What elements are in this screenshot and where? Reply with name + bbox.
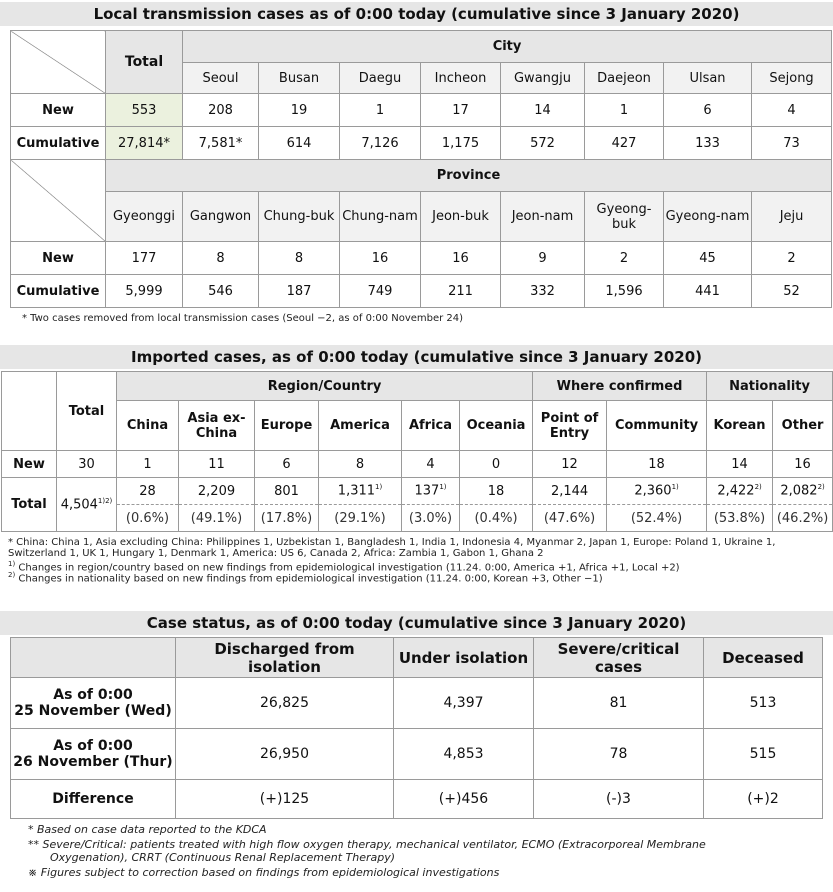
province-name-7: Gyeong-nam: [664, 192, 752, 242]
status-value-0-3: 513: [704, 678, 823, 729]
province-cum-1: 546: [183, 275, 259, 308]
local-footnote: * Two cases removed from local transmission cases (Seoul −2, as of 0:00 November 24): [22, 313, 464, 324]
region-header: Region/Country: [117, 372, 533, 401]
where-0: Point of Entry: [533, 401, 607, 451]
city-new-0: 208: [183, 94, 259, 127]
imported-total-total: $4,504^{1)2)}$: [57, 478, 117, 532]
status-value-1-3: 515: [704, 729, 823, 780]
imported-total-6: 2,144: [533, 478, 607, 505]
imported-total-header: Total: [57, 372, 117, 451]
imported-total-label: Total: [2, 478, 57, 532]
status-header-0: Discharged from isolation: [176, 638, 394, 678]
imported-footnote-2: $^{1)}$ Changes in region/country based on new findings from epidemiological investigation (11.24. 0:00, America +1, Africa +1, Local +2): [8, 560, 680, 574]
local-transmission-table: [10, 30, 832, 308]
imported-total-1: 2,209: [179, 478, 255, 505]
difference-value-2: (-)3: [534, 780, 704, 819]
region-5: Oceania: [460, 401, 533, 451]
province-name-3: Chung-nam: [340, 192, 421, 242]
imported-new-3: 8: [319, 451, 402, 478]
city-cum-6: 133: [664, 127, 752, 160]
imported-new-total: 30: [57, 451, 117, 478]
province-cum-2: 187: [259, 275, 340, 308]
imported-new-9: 16: [773, 451, 833, 478]
imported-total-2: 801: [255, 478, 319, 505]
difference-label: Difference: [11, 780, 176, 819]
local-title: Local transmission cases as of 0:00 today (cumulative since 3 January 2020): [0, 2, 833, 26]
region-2: Europe: [255, 401, 319, 451]
province-name-5: Jeon-nam: [501, 192, 585, 242]
city-name-0: Seoul: [183, 63, 259, 94]
province-cum-3: 749: [340, 275, 421, 308]
imported-pct-0: (0.6%): [117, 505, 179, 532]
city-cum-5: 427: [585, 127, 664, 160]
imported-title: Imported cases, as of 0:00 today (cumulative since 3 January 2020): [0, 345, 833, 369]
region-1: Asia ex-China: [179, 401, 255, 451]
province-new-8: 2: [752, 242, 832, 275]
province-name-0: Gyeonggi: [106, 192, 183, 242]
status-note-3: Oxygenation), CRRT (Continuous Renal Replacement Therapy): [50, 851, 396, 864]
imported-pct-3: (29.1%): [319, 505, 402, 532]
status-row-label-0: As of 0:00 25 November (Wed): [11, 678, 176, 729]
status-header-1: Under isolation: [394, 638, 534, 678]
city-cum-2: 7,126: [340, 127, 421, 160]
imported-corner: [2, 372, 57, 451]
province-cum-0: 5,999: [106, 275, 183, 308]
imported-new-6: 12: [533, 451, 607, 478]
new-row-label: New: [11, 94, 106, 127]
status-corner: [11, 638, 176, 678]
status-value-0-1: 4,397: [394, 678, 534, 729]
case-status-table: [10, 637, 823, 819]
imported-new-7: 18: [607, 451, 707, 478]
imported-total-7: 2,360$^{1)}$: [607, 478, 707, 505]
city-name-4: Gwangju: [501, 63, 585, 94]
imported-new-1: 11: [179, 451, 255, 478]
region-3: America: [319, 401, 402, 451]
province-new-3: 16: [340, 242, 421, 275]
status-note-4: ※ Figures subject to correction based on findings from epidemiological investigations: [28, 866, 500, 879]
imported-new-4: 4: [402, 451, 460, 478]
province-name-2: Chung-buk: [259, 192, 340, 242]
region-4: Africa: [402, 401, 460, 451]
city-name-1: Busan: [259, 63, 340, 94]
city-new-6: 6: [664, 94, 752, 127]
nationality-1: Other: [773, 401, 833, 451]
province-cum-7: 441: [664, 275, 752, 308]
total-header: Total: [106, 31, 183, 94]
status-note-2: ** Severe/Critical: patients treated with high flow oxygen therapy, mechanical ventilator, ECMO (Extracorporeal Membrane: [28, 838, 706, 851]
province-new-5: 9: [501, 242, 585, 275]
status-value-0-0: 26,825: [176, 678, 394, 729]
province-header: Province: [106, 160, 832, 192]
imported-new-5: 0: [460, 451, 533, 478]
status-value-1-2: 78: [534, 729, 704, 780]
difference-value-3: (+)2: [704, 780, 823, 819]
city-new-1: 19: [259, 94, 340, 127]
imported-footnote-1: * China: China 1, Asia excluding China: Philippines 1, Uzbekistan 1, Bangladesh 1, India 1, Indonesia 4, Myanmar 2, Japan 1, Europe: Poland 1, Ukraine 1, Switzerland 1, UK 1, Hungary 1, Denmark 1, America: US 6, Canada 2, Africa: Zambia 1, Gabon 1, Ghana 2: [8, 537, 776, 559]
city-cum-0: 7,581*: [183, 127, 259, 160]
city-new-7: 4: [752, 94, 832, 127]
nationality-header: Nationality: [707, 372, 833, 401]
province-name-8: Jeju: [752, 192, 832, 242]
imported-new-8: 14: [707, 451, 773, 478]
city-new-3: 17: [421, 94, 501, 127]
status-row-label-1: As of 0:00 26 November (Thur): [11, 729, 176, 780]
where-header: Where confirmed: [533, 372, 707, 401]
imported-total-5: 18: [460, 478, 533, 505]
city-new-4: 14: [501, 94, 585, 127]
city-name-7: Sejong: [752, 63, 832, 94]
where-1: Community: [607, 401, 707, 451]
imported-total-4: 137$^{1)}$: [402, 478, 460, 505]
region-0: China: [117, 401, 179, 451]
imported-pct-7: (52.4%): [607, 505, 707, 532]
province-new-6: 2: [585, 242, 664, 275]
imported-pct-1: (49.1%): [179, 505, 255, 532]
city-cum-1: 614: [259, 127, 340, 160]
status-note-1: * Based on case data reported to the KDCA: [28, 823, 267, 836]
province-new-1: 8: [183, 242, 259, 275]
province-new-0: 177: [106, 242, 183, 275]
city-name-5: Daejeon: [585, 63, 664, 94]
province-new-7: 45: [664, 242, 752, 275]
city-name-3: Incheon: [421, 63, 501, 94]
province-name-6: Gyeong-buk: [585, 192, 664, 242]
imported-pct-4: (3.0%): [402, 505, 460, 532]
difference-value-0: (+)125: [176, 780, 394, 819]
imported-total-8: 2,422$^{2)}$: [707, 478, 773, 505]
imported-pct-9: (46.2%): [773, 505, 833, 532]
imported-footnote-3: $^{2)}$ Changes in nationality based on new findings from epidemiological investigation (11.24. 0:00, Korean +3, Other −1): [8, 571, 603, 585]
imported-new-2: 6: [255, 451, 319, 478]
imported-pct-2: (17.8%): [255, 505, 319, 532]
imported-total-9: 2,082$^{2)}$: [773, 478, 833, 505]
status-title: Case status, as of 0:00 today (cumulative since 3 January 2020): [0, 611, 833, 635]
imported-pct-8: (53.8%): [707, 505, 773, 532]
difference-value-1: (+)456: [394, 780, 534, 819]
imported-new-label: New: [2, 451, 57, 478]
city-cum-7: 73: [752, 127, 832, 160]
total-new: 553: [106, 94, 183, 127]
province-cum-4: 211: [421, 275, 501, 308]
imported-new-0: 1: [117, 451, 179, 478]
status-header-2: Severe/critical cases: [534, 638, 704, 678]
imported-total-3: 1,311$^{1)}$: [319, 478, 402, 505]
status-value-1-0: 26,950: [176, 729, 394, 780]
cumulative-row-label-province: Cumulative: [11, 275, 106, 308]
cumulative-row-label: Cumulative: [11, 127, 106, 160]
status-header-3: Deceased: [704, 638, 823, 678]
city-name-2: Daegu: [340, 63, 421, 94]
province-cum-5: 332: [501, 275, 585, 308]
total-cumulative: 27,814*: [106, 127, 183, 160]
city-header: City: [183, 31, 832, 63]
city-cum-4: 572: [501, 127, 585, 160]
province-new-4: 16: [421, 242, 501, 275]
status-value-0-2: 81: [534, 678, 704, 729]
province-name-4: Jeon-buk: [421, 192, 501, 242]
city-cum-3: 1,175: [421, 127, 501, 160]
province-name-1: Gangwon: [183, 192, 259, 242]
province-new-2: 8: [259, 242, 340, 275]
province-cum-6: 1,596: [585, 275, 664, 308]
city-name-6: Ulsan: [664, 63, 752, 94]
imported-pct-5: (0.4%): [460, 505, 533, 532]
corner-cell: [11, 31, 106, 94]
city-new-5: 1: [585, 94, 664, 127]
imported-total-0: 28: [117, 478, 179, 505]
status-value-1-1: 4,853: [394, 729, 534, 780]
province-cum-8: 52: [752, 275, 832, 308]
imported-cases-table: [1, 371, 833, 532]
city-new-2: 1: [340, 94, 421, 127]
nationality-0: Korean: [707, 401, 773, 451]
new-row-label-province: New: [11, 242, 106, 275]
imported-pct-6: (47.6%): [533, 505, 607, 532]
corner-cell-province: [11, 160, 106, 242]
